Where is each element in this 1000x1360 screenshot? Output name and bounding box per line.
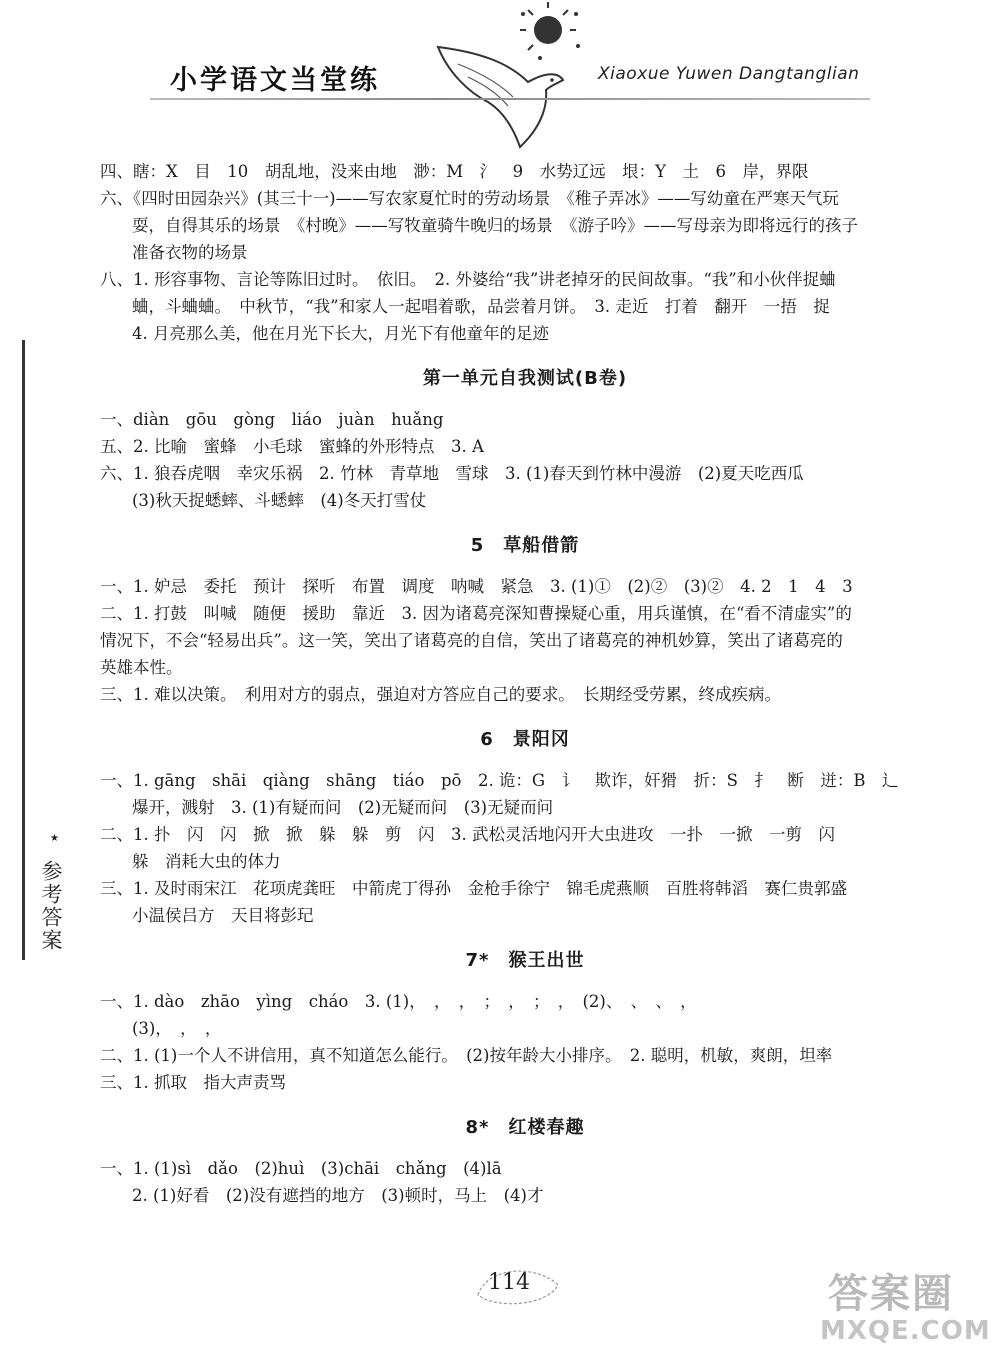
book-title-pinyin: Xiaoxue Yuwen Dangtanglian [598,64,860,84]
crescent-star-icon [30,818,66,854]
answer-line: 2. (1)好看 (2)没有遮挡的地方 (3)顿时，马上 (4)才 [132,1186,544,1205]
side-tab [0,340,84,960]
page-number: 114 [488,1270,530,1295]
answer-line: 情况下，不会“轻易出兵”。这一笑，笑出了诸葛亮的自信，笑出了诸葛亮的神机妙算，笑出了诸葛亮的 [100,631,843,650]
answer-line: 英雄本性。 [100,658,183,677]
answer-line: (3)秋天捉蟋蟀、斗蟋蟀 (4)冬天打雪仗 [132,491,427,510]
site-watermark [810,1262,990,1352]
answer-line: 四、瞎：X 目 10 胡乱地，没来由地 渺：M 氵 9 水势辽远 垠：Y 土 6 岸，界限 [100,162,809,181]
answer-line: 一、1. 妒忌 委托 预计 探听 布置 调度 呐喊 紧急 3. (1)① (2)② (3)② 4. 2 1 4 3 [100,577,853,596]
section-title: 8* 红楼春趣 [465,1117,585,1138]
answer-line: 一、diàn gōu gòng liáo juàn huǎng [100,410,444,429]
answer-line: 一、1. gāng shāi qiàng shāng tiáo pō 2. 诡：G 讠 欺诈，奸猾 折：S 扌 断 迸：B 辶 [100,771,899,790]
answer-line: 六、《四时田园杂兴》(其三十一)——写农家夏忙时的劳动场景 《稚子弄冰》——写幼童在严寒天气玩 [100,189,839,208]
answer-line: 小温侯吕方 天目将彭玘 [132,906,314,925]
dove-sun-icon [428,2,598,152]
answer-line: 蛐，斗蛐蛐。 中秋节，“我”和家人一起唱着歌，品尝着月饼。 3. 走近 打着 翻开 一捂 捉 [132,297,830,316]
answer-line: 一、1. dào zhāo yìng cháo 3. (1)， ， ， ； ， ； ， (2)、 、 、 ， [100,992,697,1011]
answer-line: 躲 消耗大虫的体力 [132,852,281,871]
header-divider [150,98,870,100]
answer-line: 二、1. (1)一个人不讲信用，真不知道怎么能行。 (2)按年龄大小排序。 2. 聪明，机敏，爽朗，坦率 [100,1046,833,1065]
answer-line: 八、1. 形容事物、言论等陈旧过时。 依旧。 2. 外婆给“我”讲老掉牙的民间故事。“我”和小伙伴捉蛐 [100,270,836,289]
answer-line: 三、1. 难以决策。 利用对方的弱点，强迫对方答应自己的要求。 长期经受劳累，终成疾病。 [100,685,781,704]
book-title: 小学语文当堂练 [170,65,380,96]
section-title: 6 景阳冈 [480,729,570,750]
side-tab-label: 参考答案 [39,860,63,952]
watermark-logo-text: 答案圈 [828,1271,954,1317]
answer-line: 六、1. 狼吞虎咽 幸灾乐祸 2. 竹林 青草地 雪球 3. (1)春天到竹林中漫游 (2)夏天吃西瓜 [100,464,804,483]
section-title: 第一单元自我测试(B卷) [422,368,628,389]
answer-line: 一、1. (1)sì dǎo (2)huì (3)chāi chǎng (4)lā [100,1159,502,1178]
answer-line: 三、1. 抓取 指大声责骂 [100,1073,286,1092]
answer-line: 爆开，溅射 3. (1)有疑而问 (2)无疑而问 (3)无疑而问 [132,798,554,817]
answer-line: 耍，自得其乐的场景 《村晚》——写牧童骑牛晚归的场景 《游子吟》——写母亲为即将远行的孩子 [132,216,858,235]
page-header [0,0,1000,150]
answer-line: 三、1. 及时雨宋江 花项虎龚旺 中箭虎丁得孙 金枪手徐宁 锦毛虎燕顺 百胜将韩滔 赛仁贵郭盛 [100,879,847,898]
answer-line: 二、1. 扑 闪 闪 掀 掀 躲 躲 剪 闪 3. 武松灵活地闪开大虫进攻 一扑 一掀 一剪 闪 [100,825,835,844]
svg-text:★: ★ [50,833,59,844]
answer-line: (3)， ， ， [132,1019,222,1038]
watermark-url: MXQE.COM [820,1316,991,1346]
section-title: 5 草船借箭 [470,535,580,556]
answer-line: 五、2. 比喻 蜜蜂 小毛球 蜜蜂的外形特点 3. A [100,437,484,456]
answer-line: 准备衣物的场景 [132,243,248,262]
answer-content [100,158,950,1209]
answer-line: 二、1. 打鼓 叫喊 随便 援助 靠近 3. 因为诸葛亮深知曹操疑心重，用兵谨慎，在“看不清虚实”的 [100,604,852,623]
answer-line: 4. 月亮那么美，他在月光下长大，月光下有他童年的足迹 [132,324,549,343]
side-bar [22,340,25,960]
section-title: 7* 猴王出世 [465,950,585,971]
